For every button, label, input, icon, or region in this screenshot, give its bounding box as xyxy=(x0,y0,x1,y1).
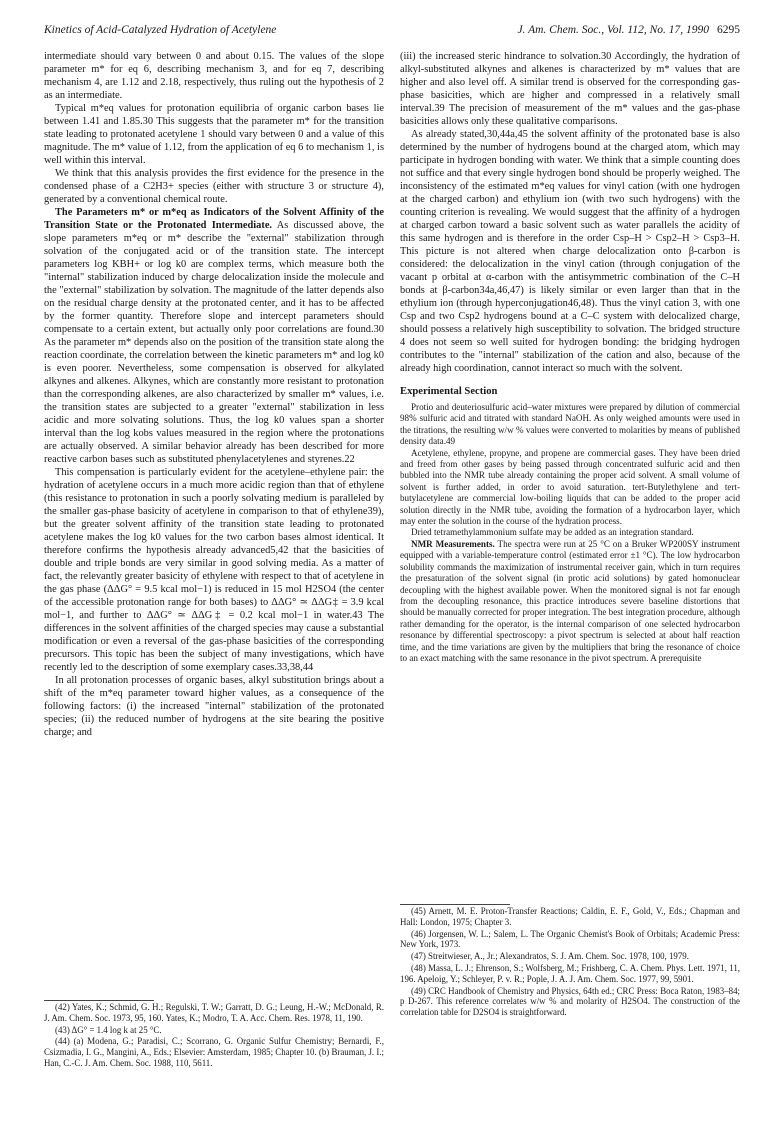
running-title: Kinetics of Acid-Catalyzed Hydration of Acetylene xyxy=(44,24,277,36)
section-text: As discussed above, the slope parameters m*eq or m* describe the "external" stabilization through solvation of the conjugated acid or of the transition state. The intercept parameters log KBH+ or log k0 are complex terms, which measure both the "internal" stabilization induced by charge delocalization inside the molecule and the "external" stabilization by solvation. The magnitude of the latter depends also on the residual charge density at the protonated center, and it has to be affected by the former quantity. Therefore slope and intercept parameters should compensate to a certain extent, but actually only poor correlations are found.30 As the parameter m* depends also on the position of the transition state along the reaction coordinate, the correlation between the kinetic parameters m* and log k0 is even poorer. Nevertheless, some compensation is observed for alkylated alkynes and alkenes. Alkynes, which are constantly more resistant to protonation than the corresponding alkenes, are also characterized by smaller m* values, i.e. the transition states are subjected to a greater "external" stabilization in less acidic and more solvating solutions. Thus, the log k0 values span a shorter interval than the log kobs values measured in the region where the protonations are actually observed. A similar behavior already has been described for more reactive carbon bases such as substituted phenylacetylenes and styrenes.22 xyxy=(44,220,384,465)
paragraph: Typical m*eq values for protonation equilibria of organic carbon bases lie between 1.41 and 1.85.30 This suggests that the parameter m* for the transition state leading to protonated acetylene 1 should vary between 0 and a value of this magnitude. The m* value of 1.12, from the application of eq 6 to mechanism 1, is well within this interval. xyxy=(44,103,384,166)
paragraph: We think that this analysis provides the first evidence for the presence in the condensed phase of a C2H3+ species (either with structure 3 or structure 4), generated by a conventional chemical route. xyxy=(44,168,384,205)
reference: (46) Jorgensen, W. L.; Salem, L. The Organic Chemist's Book of Orbitals; Academic Press: New York, 1973. xyxy=(400,928,740,950)
reference: (43) ΔG° = 1.4 log k at 25 °C. xyxy=(55,1024,162,1035)
reference: (42) Yates, K.; Schmid, G. H.; Regulski, T. W.; Garratt, D. G.; Leung, H.-W.; McDonald, R. J. Am. Chem. Soc. 1973, 95, 160. Yates, K.; Modro, T. A. Acc. Chem. Res. 1978, 11, 190. xyxy=(44,1002,384,1023)
paragraph: Dried tetramethylammonium sulfate may be added as an integration standard. xyxy=(411,527,694,538)
nmr-text: The spectra were run at 25 °C on a Bruker WP200SY instrument equipped with a variable-temperature control (estimated error ±1 °C). The low hydrocarbon solubility commands the maximization of instrumental receiver gain, which in turn requires the presaturation of the solvent signal (in protic acid solutions) by gated homonuclear decoupling with the highest available power. When the monitored signal is not far enough from the decoupling resonance, this practice introduces severe baseline distortions that should be manually corrected for proper integration. The best integration procedure, although rather demanding for the operator, is the internal comparison of one selected hydrocarbon resonance by differential spectroscopy: a pivot spectrum is selected at about half reaction time, and the time variations are given by the multipliers that bring the resonance of choice to an exact matching with the same resonance in the pivot spectrum. A prerequisite xyxy=(400,538,741,663)
paragraph: Acetylene, ethylene, propyne, and propene are commercial gases. They have been dried and freed from other gases by being passed through concentrated sulfuric acid and then bubbled into the NMR tube already containing the proper acid solvent. A small volume of solvent is further added, in order to avoid saturation. tert-Butylethylene and tert-butylacetylene are commercial low-boiling liquids that can be added to the proper acid solution directly in the NMR tube, avoiding the formation of a hydrocarbon layer, which may enter the solution in the course of the hydration process. xyxy=(400,447,740,527)
journal-name: J. Am. Chem. Soc., Vol. 112, No. 17, 1990 xyxy=(517,24,709,36)
paragraph: As already stated,30,44a,45 the solvent affinity of the protonated base is also determined by the number of hydrogens bound at the charged atom, which may participate in hydrogen bonding with water. We think that a simple counting does not suffice and that every single hydrogen bond should be properly weighed. The inconsistency of the estimated m*eq values for vinyl cation (with one hydrogen at the charged carbon) and ethylium ion (with two such hydrogens) with the counting criterion is revealing. We would suggest that the affinity of a hydrogen at charged carbon toward a basic solvent such as water parallels the acidity of this same hydrogen and is therefore in the order Csp–H > Csp2–H > Csp3–H. This picture is not altered when charge delocalization onto β-carbon is considered: the delocalization in the vinyl cation (through conjugation of the vacant p orbital at α-carbon with the antisymmetric combination of the C–H bonds at β-carbon34a,46,47) is likely similar or even larger than that in the ethylium ion (through hyperconjugation46,48). Thus the vinyl cation 3, with one Csp and two Csp2 hydrogens bound at a C–C system with delocalized charge, should possess a relatively high susceptibility to solvation. The bridged structure 4 does not seem so well suited for hydrogen bonding: the bridging hydrogen contributes to the "internal" stabilization of the cation and also, because of the already high coordination, cannot interact so much with the solvent. xyxy=(400,129,740,374)
footnote-rule xyxy=(44,1000,154,1001)
footnote-rule xyxy=(400,904,510,905)
paragraph: This compensation is particularly evident for the acetylene–ethylene pair: the hydration of acetylene occurs in a much more acidic region than that of ethylene (this resistance to protonation in such a poorly solvating medium is paralleled by the smaller gas-phase basicity of acetylene in comparison to that of ethylene39), but the greater solvent affinity of the transition state leading to protonated acetylene makes the log k0 values for the two carbon bases almost identical. It therefore confirms the hypothesis already advanced5,42 that the basicities of double and triple bonds are very similar in good solving media. As a matter of fact, the relevantly greater basicity of ethylene with respect to that of acetylene in the gas phase (ΔΔG° = 9.5 kcal mol−1) is reduced in 15 mol H2SO4 (the center of the accessible protonation range for both bases) to ΔΔG° ≃ ΔΔG‡ = 3.9 kcal mol−1, and further to ΔΔG° ≃ ΔΔG‡ = 0.2 kcal mol−1 in water.43 The differences in the solvent affinities of the charged species may cause a substantial modification or even a reversal of the gas-phase basicities of the corresponding precursors. This topic has been the subject of many investigations, which have recently led to the description of some exemplary cases.33,38,44 xyxy=(44,467,384,673)
paragraph: (iii) the increased steric hindrance to solvation.30 Accordingly, the hydration of alkyl-substituted alkynes and alkenes is characterized by m* values that are higher and also level off. A similar trend is observed for the corresponding gas-phase basicities, which are higher and compressed in a relatively small interval.39 The precision of measurement of the m* values and the gas-phase basicities allows only these qualitative comparisons. xyxy=(400,51,740,127)
section-paragraph xyxy=(44,206,384,466)
reference: (44) (a) Modena, G.; Paradisi, C.; Scorrano, G. Organic Sulfur Chemistry; Bernardi, F., Csizmadia, I. G., Mangini, A., Eds.; Elsevier: Amsterdam, 1985; Chapter 10. (b) Brauman, J. I.; Han, C.-C. J. Am. Chem. Soc. 1988, 110, 5611. xyxy=(44,1036,384,1068)
right-column xyxy=(400,50,740,664)
reference: (45) Arnett, M. E. Proton-Transfer Reactions; Caldin, E. F., Gold, V., Eds.; Chapman and Hall: London, 1975; Chapter 3. xyxy=(400,906,740,927)
reference: (47) Streitwieser, A., Jr.; Alexandratos, S. J. Am. Chem. Soc. 1978, 100, 1979. xyxy=(411,951,689,962)
paragraph: intermediate should vary between 0 and about 0.15. The values of the slope parameter m* for eq 6, describing mechanism 3, and for eq 7, describing mechanism 4, are 1.12 and 2.18, respectively, thus ruling out the hypothesis of 2 as an intermediate. xyxy=(44,51,384,101)
running-header xyxy=(44,24,740,42)
journal-citation xyxy=(517,24,740,36)
reference: (48) Massa, L. J.; Ehrenson, S.; Wolfsberg, M.; Frishberg, C. A. Chem. Phys. Lett. 1971, 11, 196. Apeloig, Y.; Schleyer, P. v. R.; Pople, J. A. J. Am. Chem. Soc. 1977, 99, 5901. xyxy=(400,962,740,984)
reference: (49) CRC Handbook of Chemistry and Physics, 64th ed.; CRC Press: Boca Raton, 1983–84; p D-267. This reference correlates w/w % and molarity of H2SO4. The construction of the correlation table for D2SO4 is straightforward. xyxy=(400,985,740,1018)
left-column xyxy=(44,50,384,739)
page-number: 6295 xyxy=(717,24,740,36)
experimental-section xyxy=(400,402,740,664)
experimental-heading: Experimental Section xyxy=(400,386,498,397)
paragraph: In all protonation processes of organic bases, alkyl substitution brings about a shift of the m*eq parameter toward higher values, as a consequence of the following factors: (i) the increased "internal" stabilization of the protonated species; (ii) the reduced number of hydrogens at the site bearing the positive charge; and xyxy=(44,675,384,738)
nmr-paragraph xyxy=(400,539,740,664)
footnotes-right xyxy=(400,904,740,1019)
footnotes-left xyxy=(44,1000,384,1070)
section-heading: The Parameters m* or m*eq as Indicators of the Solvent Affinity of the Transition State or the Protonated Intermediate. xyxy=(44,207,384,231)
paragraph: Protio and deuteriosulfuric acid–water mixtures were prepared by dilution of commercial 98% sulfuric acid and titrated with standard NaOH. As only weighed amounts were used in the titrations, the resulting w/w % values were converted to molarities by means of published density data.49 xyxy=(400,402,740,447)
nmr-heading: NMR Measurements. xyxy=(411,538,495,549)
